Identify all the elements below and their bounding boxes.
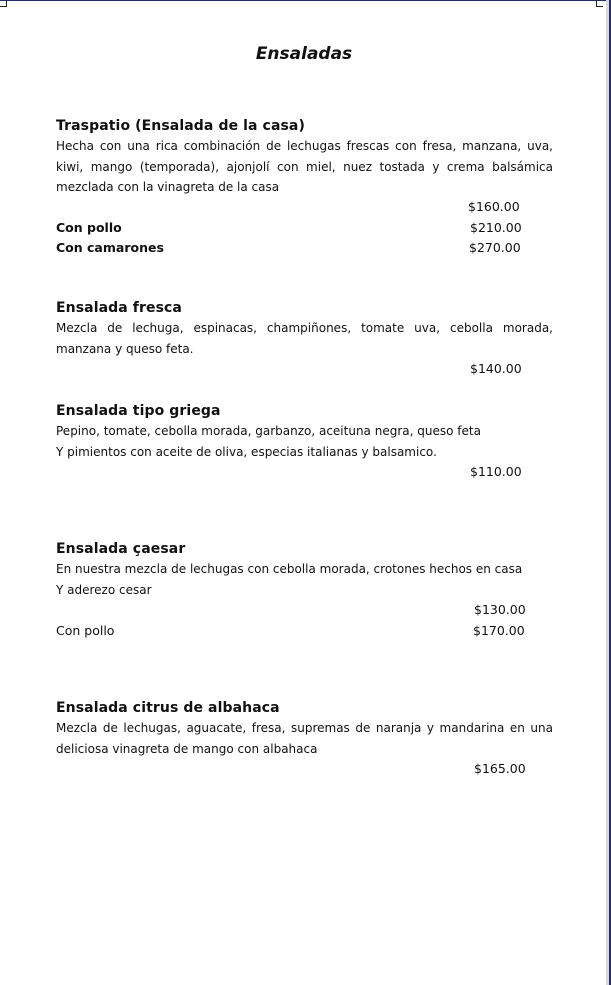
- item-price: $165.00: [474, 761, 526, 776]
- item-title: Ensalada çaesar: [56, 541, 186, 557]
- menu-item-traspatio: [56, 116, 553, 259]
- item-title: Ensalada tipo griega: [56, 403, 221, 419]
- description-line: Y aderezo cesar: [56, 582, 152, 597]
- description-line: Pepino, tomate, cebolla morada, garbanzo, aceituna negra, queso feta: [56, 424, 481, 438]
- price-row: [56, 197, 553, 218]
- option-label: Con camarones: [56, 240, 164, 255]
- option-row: [56, 238, 553, 259]
- option-row: [56, 218, 553, 239]
- price-row: [56, 600, 553, 621]
- page-frame-top: [0, 0, 611, 1]
- item-description: Mezcla de lechugas, aguacate, fresa, supremas de naranja y mandarina en una deliciosa vinagreta de mango con albahaca: [56, 721, 553, 756]
- page-title: Ensaladas: [255, 44, 353, 64]
- item-title: Ensalada fresca: [56, 300, 182, 316]
- description-line: En nuestra mezcla de lechugas con cebolla morada, crotones hechos en casa: [56, 562, 523, 576]
- option-label: Con pollo: [56, 219, 122, 235]
- price-row: [56, 462, 553, 483]
- price-row: [56, 759, 553, 780]
- item-description: Hecha con una rica combinación de lechugas frescas con fresa, manzana, uva, kiwi, mango (temporada), ajonjolí con miel, nuez tostada y crema balsámica mezclada con la vinagreta de la casa: [56, 139, 553, 194]
- option-price: $210.00: [470, 219, 522, 235]
- item-price: $110.00: [470, 464, 522, 479]
- crop-mark-left: [0, 0, 7, 7]
- item-price: $160.00: [468, 199, 520, 214]
- option-price: $270.00: [469, 240, 521, 255]
- item-price: $140.00: [470, 361, 522, 376]
- menu-item-griega: [56, 401, 553, 483]
- menu-item-citrus: [56, 698, 553, 780]
- item-description: [56, 421, 553, 462]
- option-price: $170.00: [473, 622, 525, 638]
- item-title: Traspatio (Ensalada de la casa): [56, 118, 305, 134]
- menu-item-caesar: [56, 539, 553, 641]
- menu-item-fresca: [56, 298, 553, 380]
- option-row: [56, 621, 553, 642]
- description-line: Y pimientos con aceite de oliva, especias italianas y balsamico.: [56, 444, 437, 459]
- price-row: [56, 359, 553, 380]
- crop-mark-right: [596, 0, 603, 7]
- item-title: Ensalada citrus de albahaca: [56, 700, 280, 716]
- item-description: [56, 559, 553, 600]
- item-price: $130.00: [474, 602, 526, 617]
- option-label: Con pollo: [56, 622, 115, 638]
- item-description: Mezcla de lechuga, espinacas, champiñones, tomate uva, cebolla morada, manzana y queso feta.: [56, 321, 553, 356]
